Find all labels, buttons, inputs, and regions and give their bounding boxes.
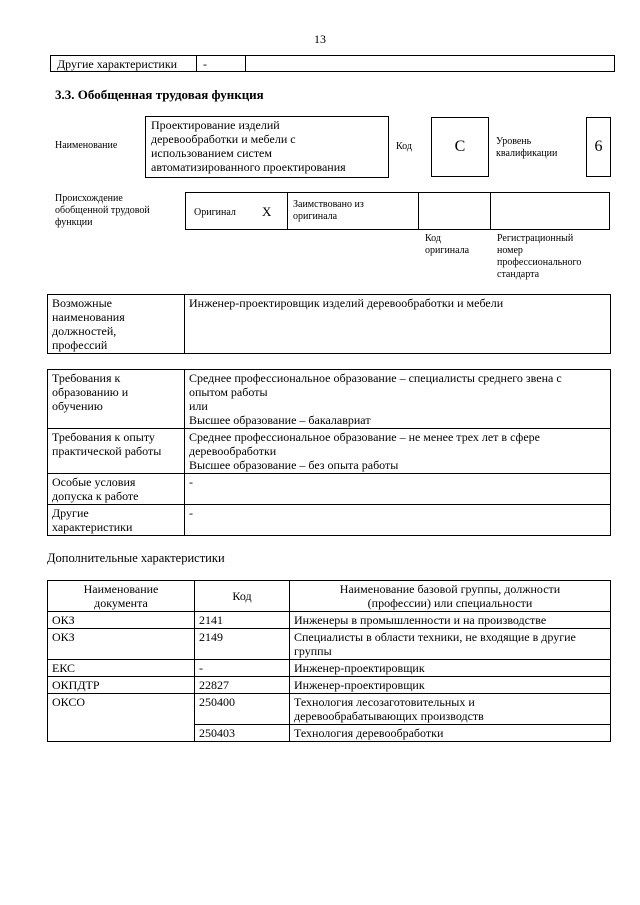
table-row <box>48 629 611 660</box>
code-original-label: Код оригинала <box>425 233 470 256</box>
registration-number-label: Регистрационный номер профессионального стандарта <box>497 233 582 280</box>
table-row <box>48 295 611 354</box>
origin-divider <box>490 193 491 229</box>
table-row <box>48 505 611 536</box>
origin-divider <box>287 193 288 229</box>
level-label: Уровень квалификации <box>496 136 558 159</box>
table-cell: Инженер-проектировщик <box>290 660 611 677</box>
table-cell: 250403 <box>195 725 290 742</box>
section-title: 3.3. Обобщенная трудовая функция <box>55 87 264 102</box>
table-header-row <box>48 581 611 612</box>
table-cell: Технология деревообработки <box>290 725 611 742</box>
table-cell: ОКСО <box>48 694 195 742</box>
table-row <box>48 474 611 505</box>
table-cell: 22827 <box>195 677 290 694</box>
table-cell: ОКЗ <box>48 629 195 660</box>
requirement-label: Особые условия допуска к работе <box>48 474 185 505</box>
table-cell: Специалисты в области техники, не входящие в другие группы <box>290 629 611 660</box>
original-label: Оригинал <box>194 207 236 218</box>
table-cell: Инженер-проектировщик <box>290 677 611 694</box>
positions-value: Инженер-проектировщик изделий деревообработки и мебели <box>185 295 611 354</box>
origin-row <box>185 192 610 230</box>
table-row <box>48 612 611 629</box>
borrowed-label: Заимствовано из оригинала <box>293 199 364 222</box>
page-number: 13 <box>314 32 326 46</box>
table-row <box>48 370 611 429</box>
table-cell: Технология лесозаготовительных и деревообрабатывающих производств <box>290 694 611 725</box>
top-other-value: - <box>203 57 207 71</box>
column-header: Код <box>195 581 290 612</box>
requirement-label: Другие характеристики <box>48 505 185 536</box>
original-mark: X <box>262 204 272 219</box>
code-label: Код <box>396 141 412 152</box>
requirement-value: Среднее профессиональное образование – специалисты среднего звена с опытом работы или Высшее образование – бакалавриат <box>185 370 611 429</box>
origin-label: Происхождение обобщенной трудовой функции <box>55 193 150 228</box>
table-cell: 2149 <box>195 629 290 660</box>
table-row <box>48 429 611 474</box>
name-label: Наименование <box>55 140 118 151</box>
table-row <box>48 660 611 677</box>
table-row <box>48 694 611 725</box>
table-row <box>48 677 611 694</box>
top-other-row <box>50 55 615 72</box>
extra-title: Дополнительные характеристики <box>47 551 225 565</box>
requirement-value: - <box>185 474 611 505</box>
top-other-divider <box>245 56 246 71</box>
origin-divider <box>418 193 419 229</box>
table-cell: ЕКС <box>48 660 195 677</box>
requirements-table <box>47 369 611 536</box>
positions-label: Возможные наименования должностей, профессий <box>48 295 185 354</box>
requirement-value: Среднее профессиональное образование – не менее трех лет в сфере деревообработки Высшее образование – без опыта работы <box>185 429 611 474</box>
requirement-label: Требования к опыту практической работы <box>48 429 185 474</box>
extra-table <box>47 580 611 742</box>
table-cell: 2141 <box>195 612 290 629</box>
table-cell: ОКПДТР <box>48 677 195 694</box>
table-cell: ОКЗ <box>48 612 195 629</box>
code-value: C <box>431 117 489 177</box>
requirement-label: Требования к образованию и обучению <box>48 370 185 429</box>
table-cell: Инженеры в промышленности и на производстве <box>290 612 611 629</box>
top-other-label: Другие характеристики <box>57 57 178 71</box>
positions-table <box>47 294 611 354</box>
column-header: Наименование документа <box>48 581 195 612</box>
table-cell: - <box>195 660 290 677</box>
top-other-divider <box>196 56 197 71</box>
level-value: 6 <box>586 117 611 177</box>
name-value: Проектирование изделий деревообработки и мебели с использованием систем автоматизированного проектирования <box>145 116 389 178</box>
requirement-value: - <box>185 505 611 536</box>
column-header: Наименование базовой группы, должности (профессии) или специальности <box>290 581 611 612</box>
table-cell: 250400 <box>195 694 290 725</box>
